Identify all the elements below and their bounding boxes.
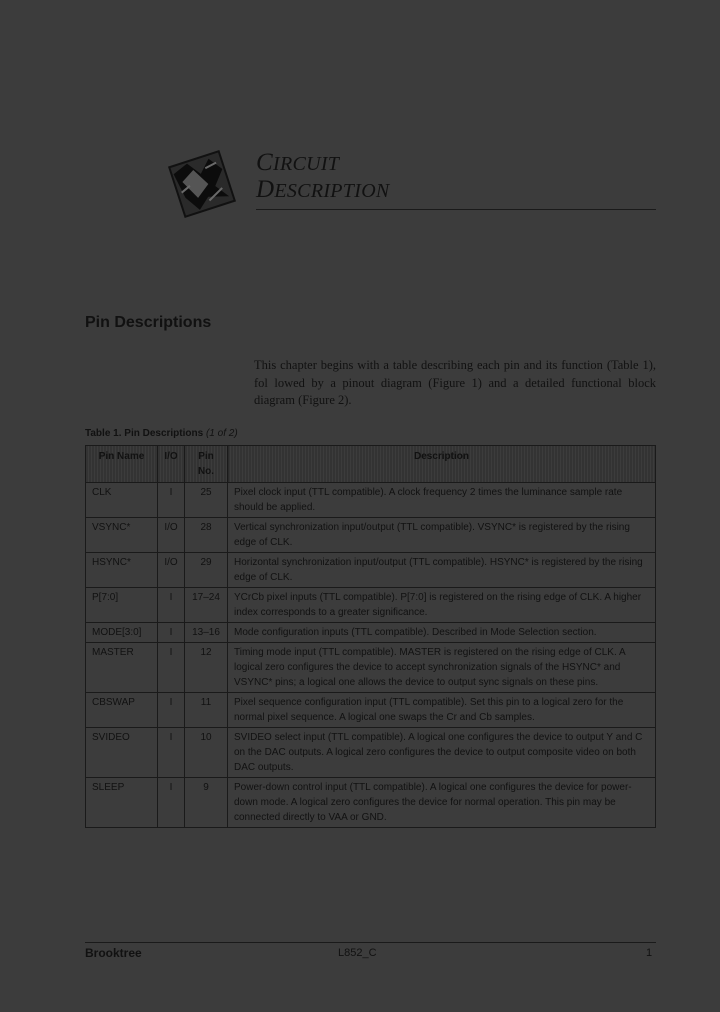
- pin-description: Vertical synchronization input/output (TTL compatible). VSYNC* is registered by the rising edge of CLK.: [228, 518, 656, 553]
- table-row: [86, 588, 656, 623]
- table-row: [86, 623, 656, 643]
- pin-description: Horizontal synchronization input/output (TTL compatible). HSYNC* is registered by the rising edge of CLK.: [228, 553, 656, 588]
- header-pin-name: Pin Name: [86, 446, 158, 483]
- pin-number: 12: [185, 643, 228, 693]
- pin-description: Mode configuration inputs (TTL compatible). Described in Mode Selection section.: [228, 623, 656, 643]
- table-row: [86, 553, 656, 588]
- pin-io: I: [158, 588, 185, 623]
- footer-rule: [85, 942, 656, 943]
- pin-description: YCrCb pixel inputs (TTL compatible). P[7:0] is registered on the rising edge of CLK. A higher index corresponds to a greater significance.: [228, 588, 656, 623]
- pin-number: 9: [185, 778, 228, 828]
- header-pin-no: Pin No.: [185, 446, 228, 483]
- pin-io: I/O: [158, 553, 185, 588]
- table-row: [86, 778, 656, 828]
- pin-name: P[7:0]: [86, 588, 158, 623]
- pin-description: Pixel clock input (TTL compatible). A clock frequency 2 times the luminance sample rate should be applied.: [228, 483, 656, 518]
- pin-name: MASTER: [86, 643, 158, 693]
- pin-name: HSYNC*: [86, 553, 158, 588]
- footer-brand: Brooktree: [85, 946, 142, 960]
- pin-number: 10: [185, 728, 228, 778]
- table-row: [86, 693, 656, 728]
- pin-description: Timing mode input (TTL compatible). MASTER is registered on the rising edge of CLK. A logical zero configures the device to accept synchronization signals of the HSYNC* and VSYNC* pins; a logical one allows the device to output sync signals on these pins.: [228, 643, 656, 693]
- table-row: [86, 728, 656, 778]
- pin-number: 11: [185, 693, 228, 728]
- pin-name: MODE[3:0]: [86, 623, 158, 643]
- table-row: [86, 518, 656, 553]
- pin-name: CBSWAP: [86, 693, 158, 728]
- page-number: 1: [646, 947, 653, 959]
- pin-number: 29: [185, 553, 228, 588]
- table-row: [86, 483, 656, 518]
- pin-descriptions-table: [85, 445, 656, 828]
- title-rule: [256, 209, 656, 210]
- pin-io: I: [158, 623, 185, 643]
- pin-io: I: [158, 728, 185, 778]
- footer-doc-id: L852_C: [338, 947, 377, 959]
- pin-number: 17–24: [185, 588, 228, 623]
- pin-io: I/O: [158, 518, 185, 553]
- pin-name: SLEEP: [86, 778, 158, 828]
- table-header-row: [86, 446, 656, 483]
- table-caption: Table 1. Pin Descriptions (1 of 2): [85, 428, 238, 439]
- pin-number: 13–16: [185, 623, 228, 643]
- header-io: I/O: [158, 446, 185, 483]
- pin-number: 28: [185, 518, 228, 553]
- pin-number: 25: [185, 483, 228, 518]
- header-description: Description: [228, 446, 656, 483]
- pin-description: Power-down control input (TTL compatible). A logical one configures the device for power-down mode. A logical zero configures the device for normal operation. This pin may be connected directly to VAA or GND.: [228, 778, 656, 828]
- chapter-title: CIRCUIT DESCRIPTION: [256, 149, 390, 203]
- pin-name: SVIDEO: [86, 728, 158, 778]
- brooktree-logo-icon: [164, 146, 240, 222]
- pin-io: I: [158, 483, 185, 518]
- intro-paragraph: This chapter begins with a table describing each pin and its function (Table 1), fol lowed by a pinout diagram (Figure 1) and a detailed functional block diagram (Figure 2).: [254, 358, 656, 407]
- pin-io: I: [158, 643, 185, 693]
- pin-io: I: [158, 693, 185, 728]
- pin-name: CLK: [86, 483, 158, 518]
- pin-description: SVIDEO select input (TTL compatible). A logical one configures the device to output Y and C on the DAC outputs. A logical zero configures the device to output composite video on both DAC outputs.: [228, 728, 656, 778]
- pin-description: Pixel sequence configuration input (TTL compatible). Set this pin to a logical zero for the normal pixel sequence. A logical one swaps the Cr and Cb samples.: [228, 693, 656, 728]
- pin-io: I: [158, 778, 185, 828]
- pin-name: VSYNC*: [86, 518, 158, 553]
- table-row: [86, 643, 656, 693]
- section-heading: Pin Descriptions: [85, 314, 212, 331]
